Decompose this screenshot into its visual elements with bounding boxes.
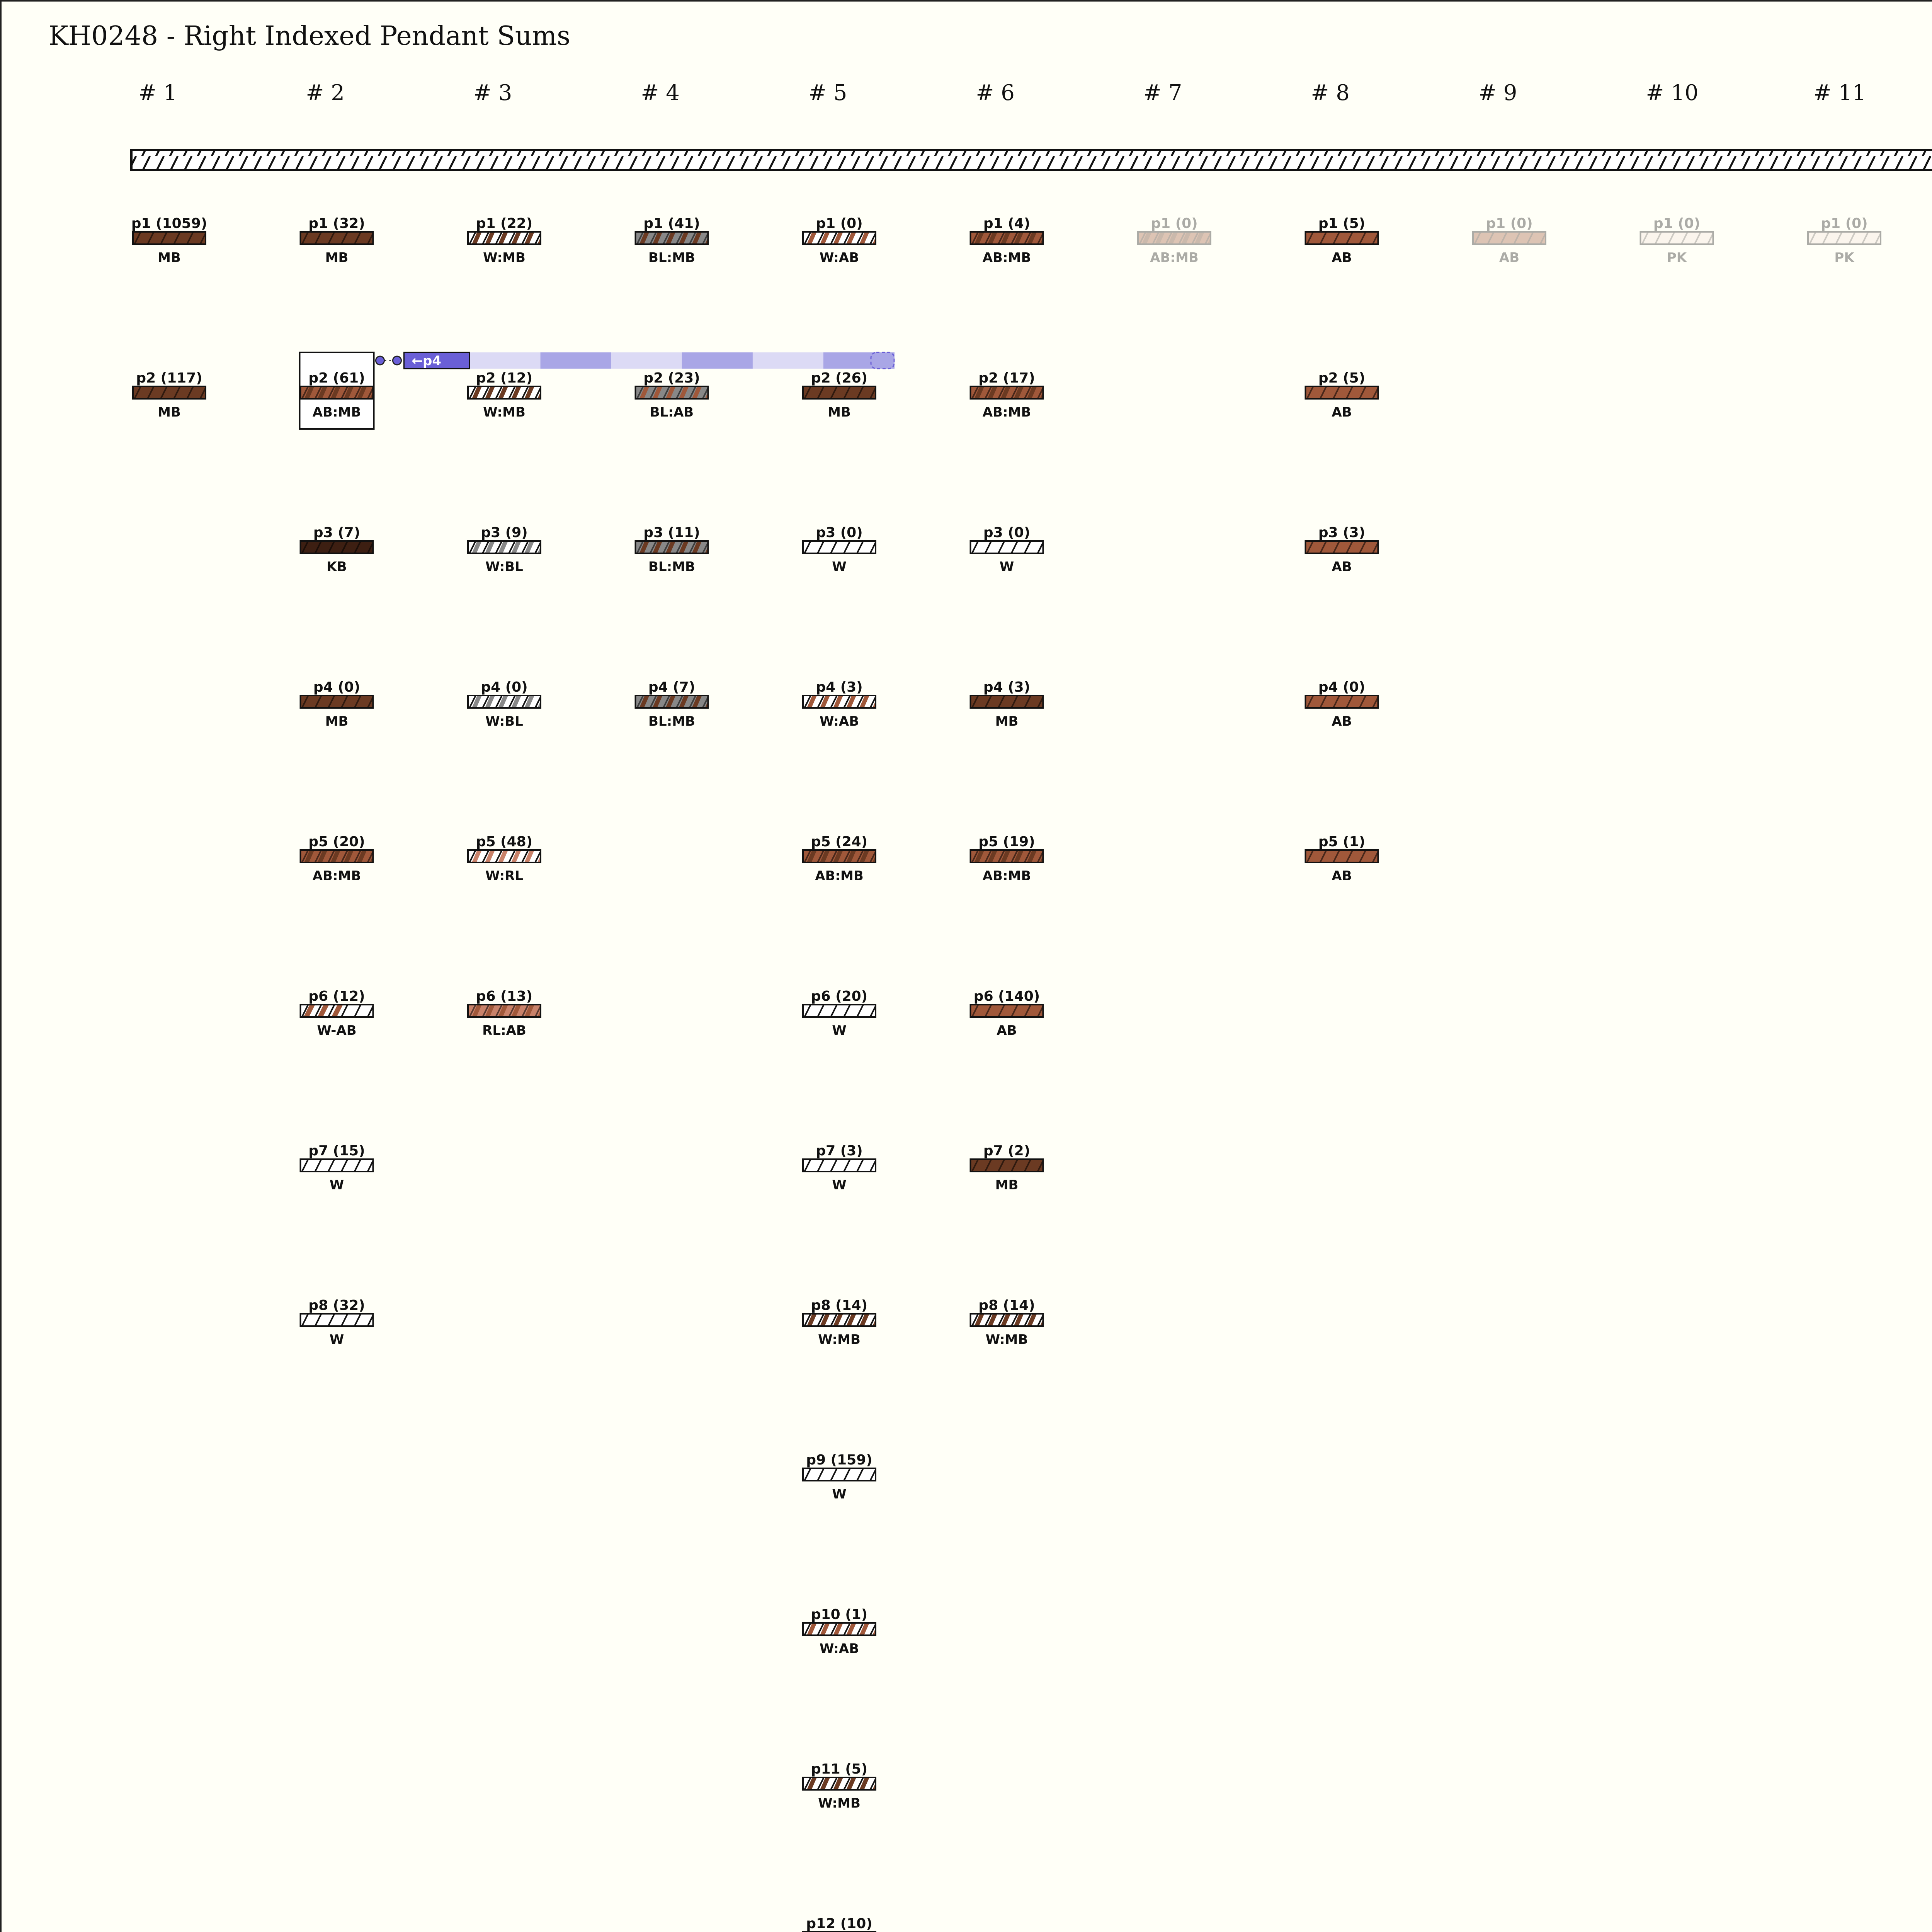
pendant[interactable] <box>121 370 219 420</box>
pendant-label: p8 (14) <box>978 1298 1035 1313</box>
pendant-cord-bar <box>289 386 393 399</box>
pendant-color-label: W <box>999 559 1014 575</box>
pendant-label: p8 (32) <box>308 1298 365 1313</box>
pendant-color-label: AB <box>997 1023 1017 1038</box>
pendant[interactable] <box>1629 216 1727 265</box>
pendant-color-label: AB <box>1332 714 1352 729</box>
pendant-label: p2 (23) <box>643 370 700 386</box>
pendant-color-label: RL:AB <box>482 1023 526 1038</box>
pendant-color-label: MB <box>158 250 181 265</box>
cord-label: # 5 <box>808 80 847 105</box>
pendant-color-label: BL:AB <box>650 405 694 420</box>
pendant-color-label: W <box>832 1486 847 1502</box>
pendant[interactable] <box>959 216 1063 265</box>
pendant-cord-bar <box>1629 232 1727 244</box>
pendant-color-label: AB:MB <box>982 250 1031 265</box>
pendant-cord-bar <box>959 541 1057 553</box>
pendant[interactable] <box>1796 216 1895 265</box>
link-dot-end <box>393 356 401 365</box>
pendant-label: p4 (3) <box>816 679 863 695</box>
pendant-color-label: AB <box>1332 405 1352 420</box>
pendant-cord-bar <box>791 1314 896 1326</box>
cord-group-4 <box>624 80 728 729</box>
pendant-label: p1 (0) <box>816 216 863 231</box>
pendant[interactable] <box>959 525 1057 575</box>
pendant-cord-bar <box>121 232 219 244</box>
pendant-color-label: BL:MB <box>648 250 695 265</box>
pendant-label: p1 (0) <box>1821 216 1868 231</box>
pendant-color-label: W:AB <box>819 1641 859 1656</box>
pendant-label: p3 (11) <box>643 525 700 541</box>
pendant-label: p4 (3) <box>983 679 1031 695</box>
pendant-label: p6 (12) <box>308 988 365 1004</box>
pendant[interactable] <box>456 988 561 1038</box>
pendant-cord-bar <box>121 386 219 399</box>
pendant-color-label: W-AB <box>317 1023 357 1038</box>
pendant-label: p4 (0) <box>313 679 361 695</box>
pendant[interactable] <box>456 370 561 420</box>
pendant[interactable] <box>624 370 728 420</box>
pendant-cord-bar <box>289 1159 387 1172</box>
pendant-label: p5 (1) <box>1318 834 1366 850</box>
pendant[interactable] <box>791 1143 889 1193</box>
cord-group-10 <box>1629 80 1727 265</box>
cord-group-3 <box>456 80 561 1038</box>
cord-label: # 10 <box>1646 80 1699 105</box>
pendant[interactable] <box>1126 216 1231 265</box>
pendant-color-label: W:AB <box>819 714 859 729</box>
pendant-cord-bar <box>456 1005 561 1017</box>
cord-label: # 2 <box>306 80 345 105</box>
pendant-cord-bar <box>1294 850 1392 862</box>
pendant[interactable] <box>1461 216 1560 265</box>
pendant-label: p5 (24) <box>811 834 868 850</box>
pendant-cord-bar <box>791 232 896 244</box>
pendant-color-label: AB:MB <box>312 868 361 884</box>
pendant-cord-bar <box>456 541 561 553</box>
cord-label: # 8 <box>1311 80 1350 105</box>
pendant[interactable] <box>791 1607 896 1656</box>
pendant-cord-bar <box>289 1314 387 1326</box>
pendant[interactable] <box>289 216 387 265</box>
pendant-label: p3 (9) <box>481 525 528 541</box>
link-band-end <box>871 352 894 369</box>
pendant-cord-bar <box>791 696 896 708</box>
pendant-color-label: AB:MB <box>982 405 1031 420</box>
pendant-cord-bar <box>456 696 561 708</box>
pendant-color-label: W:MB <box>818 1332 861 1347</box>
pendant-cord-bar <box>791 1623 896 1635</box>
pendant[interactable] <box>456 216 561 265</box>
pendant-label: p9 (159) <box>806 1452 872 1468</box>
pendant-cord-bar <box>289 541 387 553</box>
cord-label: # 3 <box>473 80 512 105</box>
pendant-cord-bar <box>959 232 1063 244</box>
pendant[interactable] <box>289 1298 387 1347</box>
pendant-color-label: MB <box>158 405 181 420</box>
pendant-color-label: PK <box>1834 250 1854 265</box>
pendant-diagram <box>2 2 1932 1932</box>
pendant-color-label: AB <box>1332 868 1352 884</box>
pendant-label: p1 (0) <box>1653 216 1701 231</box>
pendant-label: p2 (61) <box>308 370 365 386</box>
pendant[interactable] <box>791 1761 896 1811</box>
pendant-color-label: AB:MB <box>815 868 864 884</box>
pendant[interactable] <box>791 1298 896 1347</box>
pendant[interactable] <box>959 1143 1057 1193</box>
pendant[interactable] <box>121 216 219 265</box>
cord-group-2 <box>289 80 393 1347</box>
pendant-color-label: W <box>832 1177 847 1193</box>
cord-group-8 <box>1294 80 1392 884</box>
pendant-cord-bar <box>456 386 561 399</box>
pendant-label: p1 (0) <box>1151 216 1198 231</box>
pendant-label: p5 (48) <box>476 834 533 850</box>
pendant[interactable] <box>959 370 1063 420</box>
pendant-color-label: W <box>832 559 847 575</box>
pendant-cord-bar <box>959 696 1057 708</box>
pendant[interactable] <box>791 834 896 884</box>
pendant[interactable] <box>791 370 889 420</box>
pendant-label: p2 (17) <box>978 370 1035 386</box>
pendant-color-label: KB <box>327 559 347 575</box>
link-to-label: ←p4 <box>412 353 441 369</box>
pendant-color-label: W:BL <box>485 714 523 729</box>
pendant-cord-bar <box>791 541 889 553</box>
link-band-segment <box>682 352 753 369</box>
pendant[interactable] <box>1294 216 1392 265</box>
page-title: KH0248 - Right Indexed Pendant Sums <box>49 21 571 51</box>
pendant[interactable] <box>289 679 387 729</box>
pendant-cord-bar <box>289 232 387 244</box>
cord-group-11 <box>1796 80 1895 265</box>
pendant-cord-bar <box>289 1005 387 1017</box>
pendant-cord-bar <box>624 696 728 708</box>
pendant-label: p10 (1) <box>811 1607 868 1622</box>
cord-group-1 <box>121 80 219 420</box>
pendant[interactable] <box>456 679 561 729</box>
pendant-cord-bar <box>959 386 1063 399</box>
pendant-color-label: MB <box>828 405 851 420</box>
pendant-label: p6 (140) <box>973 988 1040 1004</box>
pendant-label: p2 (5) <box>1318 370 1366 386</box>
pendant[interactable] <box>289 834 393 884</box>
pendant[interactable] <box>624 679 728 729</box>
pendant-label: p2 (12) <box>476 370 533 386</box>
pendant-label: p1 (1059) <box>131 216 207 231</box>
pendant-label: p4 (0) <box>481 679 528 695</box>
pendant-label: p4 (0) <box>1318 679 1366 695</box>
link-band-segment <box>541 352 612 369</box>
pendant[interactable] <box>959 1298 1063 1347</box>
cord-label: # 6 <box>976 80 1015 105</box>
pendant-label: p3 (7) <box>313 525 361 541</box>
pendant-cord-bar <box>1294 386 1392 399</box>
pendant[interactable] <box>289 988 387 1038</box>
pendant-label: p1 (0) <box>1486 216 1533 231</box>
pendant-label: p12 (10) <box>806 1916 872 1932</box>
pendant-color-label: MB <box>325 250 349 265</box>
pendant-label: p1 (32) <box>308 216 365 231</box>
pendant-color-label: BL:MB <box>648 714 695 729</box>
pendant-color-label: AB:MB <box>312 405 361 420</box>
pendant-color-label: MB <box>995 714 1019 729</box>
pendant[interactable] <box>1294 834 1392 884</box>
pendant[interactable] <box>1294 679 1392 729</box>
pendant-color-label: W:AB <box>819 250 859 265</box>
pendant-color-label: MB <box>995 1177 1019 1193</box>
pendant-color-label: W <box>329 1177 344 1193</box>
pendant-label: p7 (15) <box>308 1143 365 1159</box>
pendant-color-label: W <box>832 1023 847 1038</box>
pendant-cord-bar <box>791 386 889 399</box>
pendant-label: p1 (5) <box>1318 216 1366 231</box>
cord-group-9 <box>1461 80 1560 265</box>
pendant[interactable] <box>456 834 561 884</box>
cord-label: # 9 <box>1478 80 1517 105</box>
pendant-cord-bar <box>1294 696 1392 708</box>
pendant-color-label: W:MB <box>818 1796 861 1811</box>
pendant-cord-bar <box>624 541 728 553</box>
pendant[interactable] <box>791 525 889 575</box>
pendant-label: p1 (22) <box>476 216 533 231</box>
pendant-color-label: AB:MB <box>982 868 1031 884</box>
cord-label: # 4 <box>641 80 680 105</box>
pendant-cord-bar <box>289 696 387 708</box>
main-cord <box>131 150 1932 170</box>
link-band-segment <box>753 352 824 369</box>
pendant-color-label: W:RL <box>485 868 523 884</box>
pendant-cord-bar <box>1461 232 1560 244</box>
cord-group-7 <box>1126 80 1231 265</box>
pendant-cord-bar <box>959 850 1063 862</box>
pendant-label: p1 (41) <box>643 216 700 231</box>
pendant-color-label: AB:MB <box>1150 250 1199 265</box>
pendant[interactable] <box>289 525 387 575</box>
pendant-label: p11 (5) <box>811 1761 868 1777</box>
pendant-color-label: AB <box>1332 559 1352 575</box>
pendant[interactable] <box>289 1143 387 1193</box>
pendant-cord-bar <box>1126 232 1231 244</box>
pendant[interactable] <box>791 1452 889 1502</box>
pendant[interactable] <box>959 988 1057 1038</box>
pendant-cord-bar <box>289 850 393 862</box>
pendant-color-label: PK <box>1667 250 1687 265</box>
pendant[interactable] <box>791 679 896 729</box>
pendant[interactable] <box>1294 525 1392 575</box>
cord-label: # 1 <box>138 80 177 105</box>
pendant-cord-bar <box>1796 232 1895 244</box>
pendant[interactable] <box>791 988 889 1038</box>
pendant-label: p6 (20) <box>811 988 868 1004</box>
pendant-cord-bar <box>456 850 561 862</box>
pendant[interactable] <box>959 834 1063 884</box>
link-dot-start <box>376 356 384 365</box>
pendant-color-label: W:MB <box>483 405 526 420</box>
cord-label: # 11 <box>1813 80 1866 105</box>
pendant-color-label: AB <box>1499 250 1520 265</box>
pendant-label: p6 (13) <box>476 988 533 1004</box>
pendant-cord-bar <box>456 232 561 244</box>
pendant-cord-bar <box>791 1005 889 1017</box>
pendant-label: p3 (0) <box>816 525 863 541</box>
pendant[interactable] <box>624 525 728 575</box>
pendant-color-label: AB <box>1332 250 1352 265</box>
pendant-cord-bar <box>791 1159 889 1172</box>
pendant[interactable] <box>1294 370 1392 420</box>
pendant-color-label: W <box>329 1332 344 1347</box>
pendant-label: p5 (19) <box>978 834 1035 850</box>
pendant-label: p3 (3) <box>1318 525 1366 541</box>
pendant-label: p7 (3) <box>816 1143 863 1159</box>
pendant-label: p8 (14) <box>811 1298 868 1313</box>
cord-label: # 7 <box>1143 80 1182 105</box>
pendant-color-label: MB <box>325 714 349 729</box>
pendant[interactable] <box>959 679 1057 729</box>
pendant-cord-bar <box>1294 541 1392 553</box>
pendant-cord-bar <box>959 1314 1063 1326</box>
pendant-label: p4 (7) <box>648 679 696 695</box>
link-band-segment <box>470 352 541 369</box>
cord-group-6 <box>959 80 1063 1347</box>
pendant[interactable] <box>791 216 896 265</box>
pendant-cord-bar <box>1294 232 1392 244</box>
pendant-cord-bar <box>624 232 728 244</box>
pendant-color-label: W:MB <box>985 1332 1028 1347</box>
pendant-color-label: W:MB <box>483 250 526 265</box>
pendant-cord-bar <box>791 850 896 862</box>
sum-link[interactable] <box>301 352 895 369</box>
pendant-color-label: W:BL <box>485 559 523 575</box>
pendant-cord-bar <box>959 1159 1057 1172</box>
pendant[interactable] <box>624 216 728 265</box>
pendant-cord-bar <box>959 1005 1057 1017</box>
pendant[interactable] <box>456 525 561 575</box>
pendant-label: p5 (20) <box>308 834 365 850</box>
link-band-segment <box>611 352 682 369</box>
pendant-color-label: BL:MB <box>648 559 695 575</box>
pendant-cord-bar <box>791 1777 896 1790</box>
pendant-label: p1 (4) <box>983 216 1031 231</box>
pendant-cord-bar <box>624 386 728 399</box>
pendant-label: p7 (2) <box>983 1143 1031 1159</box>
pendant-cord-bar <box>791 1468 889 1481</box>
pendant-label: p3 (0) <box>983 525 1031 541</box>
pendant-label: p2 (117) <box>136 370 202 386</box>
pendant[interactable] <box>791 1916 889 1932</box>
pendant-label: p2 (26) <box>811 370 868 386</box>
